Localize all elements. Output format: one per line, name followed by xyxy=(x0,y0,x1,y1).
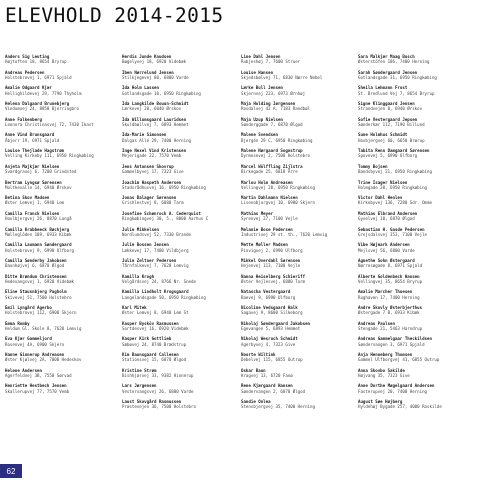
student-entry xyxy=(5,368,113,379)
student-name: Anja Henneberg Thomsen xyxy=(358,352,413,358)
student-address: Velgårdsvej 24, 8766 Nr. Snede xyxy=(122,278,196,284)
student-address: Houlbjergvej 26, 8870 Langå xyxy=(5,216,72,222)
student-entry xyxy=(5,164,113,175)
student-entry xyxy=(5,132,113,143)
student-entry xyxy=(241,368,349,379)
student-name: Ida Holm Lassen xyxy=(122,85,159,91)
student-entry xyxy=(241,180,349,191)
student-address: Skuldbøllvej 7, 6893 Hemmet xyxy=(122,122,189,127)
student-address: Kirkebyvej 136, 7280 Sdr. Omme xyxy=(358,200,432,206)
student-address: Bøgelyvej 18, 6920 Videbæk xyxy=(122,59,187,65)
student-name: Nicoline Vedsgaard Halk xyxy=(241,305,298,310)
student-address: Sønderggade 7, 6870 Ølgod xyxy=(241,122,303,127)
student-entry xyxy=(122,101,230,112)
student-address: Birkegade 25, 6818 Årre xyxy=(241,169,298,175)
student-entry xyxy=(358,258,466,269)
student-name: Camilla Krabbeeck Bøchjerg xyxy=(5,226,70,232)
student-name: Mathias Elbrand Andersen xyxy=(358,210,418,216)
student-entry xyxy=(5,305,113,316)
student-name: Camilla Sønderby Jakobsen xyxy=(5,257,67,263)
student-address: Industrivej 29 st. th., 7620 Lemvig xyxy=(241,231,328,237)
student-address: Tårnfalkevej 7, 7620 Lemvig xyxy=(122,263,189,269)
column-3 xyxy=(241,54,349,415)
student-address: Sagavej 9, 8600 Silkeborg xyxy=(241,310,303,316)
student-address: Hyldehøj Bygade 257, 4000 Roskilde xyxy=(358,404,442,410)
student-entry xyxy=(122,368,230,379)
student-entry xyxy=(5,352,113,363)
student-name: Sheila Lehmann Frost xyxy=(358,85,408,91)
student-entry xyxy=(358,164,466,175)
student-address: Hejenvej 113, 7100 Vejle xyxy=(241,263,301,269)
student-address: Gotlandsgade 10, 6950 Ringkøbing xyxy=(122,90,201,96)
student-name: Eva Kjær Gammeljord xyxy=(5,336,52,342)
student-entry xyxy=(358,399,466,410)
student-address: Øster Kjølvej 2A, 7000 Hedeskov xyxy=(5,357,82,363)
student-entry xyxy=(122,289,230,300)
student-name: Sofie Vestergaard Jepsen xyxy=(358,116,418,122)
student-address: Præstevejen 36, 7500 Holstebro xyxy=(122,404,196,410)
student-address: Velling Kirkeby 111, 6950 Ringkøbing xyxy=(5,153,94,159)
student-entry xyxy=(122,321,230,332)
student-entry xyxy=(358,321,466,332)
student-name: Lærke Bull Jensen xyxy=(241,85,283,91)
student-address: Fasterupvej 20, 7400 Herning xyxy=(358,388,428,394)
student-name: Kamilla Krogh xyxy=(122,273,155,279)
student-address: Sværdgravej 6, 7200 Grindsted xyxy=(5,169,77,175)
student-name: Ida Langkilde Bouun-Schmidt xyxy=(122,101,189,107)
student-address: Skjedsbølvej 71, 6830 Nørre Nebel xyxy=(241,74,323,80)
student-entry xyxy=(241,321,349,332)
student-name: Joachim Haspeth Andersen xyxy=(122,179,182,185)
student-name: Ida-Marie Simonsen xyxy=(122,132,167,138)
student-entry xyxy=(122,336,230,347)
student-name: Karl Mitek xyxy=(122,305,147,310)
student-address: Vestervangsvej 26, 6800 Varde xyxy=(122,388,194,394)
student-address: Dalgas Allé 29, 7400 Herning xyxy=(122,137,192,143)
student-name: Camilla Franck Nielsen xyxy=(5,210,60,216)
student-entry xyxy=(241,132,349,143)
student-entry xyxy=(5,70,113,81)
student-address: Sæbøvej 24, 8740 Brædstrup xyxy=(122,341,187,347)
student-entry xyxy=(241,399,349,410)
student-address: Debelvej 115, 6855 Outrup xyxy=(241,357,303,363)
student-name: Bertram Lyngsø Sørensen xyxy=(5,179,62,185)
student-address: Baevej 9, 6990 Ulfborg xyxy=(241,294,296,300)
student-address: Gammel Ulfborgvej 41, 6855 Outrup xyxy=(358,357,440,363)
student-address: Stensbjergvej 35, 7400 Herning xyxy=(241,404,315,410)
student-entry xyxy=(122,242,230,253)
student-address: Øster Lemvej 1, 6940 Lem xyxy=(5,200,65,206)
student-entry xyxy=(241,101,349,112)
student-name: Maja Holding Jørgensen xyxy=(241,101,296,107)
student-name: Marcel Wölffling Zijlstra xyxy=(241,163,303,169)
student-entry xyxy=(122,180,230,191)
student-address: Skivevej 51, 7500 Holstebro xyxy=(5,294,72,300)
student-name: Henriette Hestbech Jensen xyxy=(5,383,67,389)
student-address: Gammelbyvej 17, 7323 Give xyxy=(122,169,184,175)
student-entry xyxy=(241,242,349,253)
student-name: Kristine Strøm xyxy=(122,367,157,373)
student-name: Ditte Brøndum Christensen xyxy=(5,273,67,279)
student-name: Mette Møller Madsen xyxy=(241,242,288,248)
column-2 xyxy=(122,54,230,415)
student-entry xyxy=(358,352,466,363)
student-address: Skjernvej 223, 6973 Ørnhøj xyxy=(241,90,306,96)
student-entry xyxy=(358,101,466,112)
student-entry xyxy=(358,211,466,222)
student-address: Moltkevalle 14, 6940 Ørskov xyxy=(5,184,72,190)
student-name: Martin Dahlmann Nielsen xyxy=(241,195,298,201)
student-entry xyxy=(358,148,466,159)
student-name: Hanne Ginnerup Andreasen xyxy=(5,352,65,358)
student-name: Helene Andersen xyxy=(5,367,42,373)
student-address: Bishkjærvej 33, 9382 Hinnerup xyxy=(122,373,194,378)
student-name: Andreas Paulsen xyxy=(358,320,395,326)
student-name: Julie Bossen Jensen xyxy=(122,242,169,248)
student-name: Lars Jørgensen xyxy=(122,383,157,389)
column-1 xyxy=(5,54,113,399)
student-name: Andreas Pedersen xyxy=(5,69,45,75)
student-entry xyxy=(358,195,466,206)
student-address: Skallerupvej 77, 7570 Vemb xyxy=(5,388,70,394)
student-entry xyxy=(122,195,230,206)
student-name: Sune Holmhus Schmidt xyxy=(358,132,408,138)
student-entry xyxy=(358,274,466,285)
student-entry xyxy=(5,117,113,128)
student-address: Hellighildevej 29, 7790 Thyholm xyxy=(5,90,82,96)
student-name: Amalie Marcher Thuesen xyxy=(358,289,413,295)
student-entry xyxy=(358,180,466,191)
student-name: Tommy Bojsen xyxy=(358,163,388,169)
student-entry xyxy=(122,132,230,143)
page-number: 62 xyxy=(0,464,22,478)
student-name: Maja Uzup Nielsen xyxy=(241,116,283,122)
student-name: Mikkel Overdahl Sørensen xyxy=(241,257,301,263)
student-name: Anna Skovbo Sakilde xyxy=(358,367,405,373)
student-name: Melanie Bose Pedersen xyxy=(241,226,293,232)
student-entry xyxy=(5,211,113,222)
student-name: Sebastian H. Gasde Pedersen xyxy=(358,226,425,232)
student-name: Herdis Junde Knudsen xyxy=(122,54,172,59)
student-name: Anjeta Majkjær Nielsen xyxy=(5,163,60,169)
student-address: Lisenobjorgvej 10, 6900 Skjern xyxy=(241,200,315,206)
student-entry xyxy=(5,101,113,112)
student-address: Strandvejen 8, 6940 Ørskov xyxy=(358,106,423,112)
student-address: Vellingvej 20, 6950 Ringkøbing xyxy=(241,184,315,190)
student-entry xyxy=(5,85,113,96)
student-name: Andre Skovly Østerbjerthus xyxy=(358,305,423,310)
student-name: Anne Vind Brunsgaard xyxy=(5,132,55,138)
student-entry xyxy=(241,54,349,65)
student-entry xyxy=(5,195,113,206)
student-entry xyxy=(5,148,113,159)
student-name: Inge Nexel Vind Kristensen xyxy=(122,148,187,154)
student-entry xyxy=(241,227,349,238)
student-name: Camilla Laumann Søndergaard xyxy=(5,242,72,248)
student-address: Holstebrovej 112, 6900 Skjern xyxy=(5,310,77,316)
student-address: Åbjerr 19, 6971 Spjald xyxy=(5,137,60,143)
student-name: Helena Dalgaard Brunebjerg xyxy=(5,101,70,107)
student-name: Agnethe Sohn Østergaard xyxy=(358,257,415,263)
student-address: Rughaven 17, 7400 Herning xyxy=(358,294,420,300)
student-name: Marlou Holm Andreasen xyxy=(241,179,293,185)
student-entry xyxy=(241,383,349,394)
student-address: Nørresøgade 8, 6971 Spjald xyxy=(358,263,423,269)
student-entry xyxy=(241,70,349,81)
student-address: Østerstöfen 186, 7400 Herning xyxy=(358,59,430,65)
student-address: Bandsbyvej 21, 6950 Ringkøbing xyxy=(358,169,432,175)
student-address: Grishlestvej 8, 6880 Tarm xyxy=(122,200,184,206)
student-address: Stationsvej 15, 6870 Ølgod xyxy=(122,357,187,363)
student-name: Kamilla Lindholt Krogsgaard xyxy=(122,289,189,295)
student-entry xyxy=(5,289,113,300)
student-entry xyxy=(241,352,349,363)
student-entry xyxy=(241,336,349,347)
student-entry xyxy=(122,227,230,238)
student-entry xyxy=(241,164,349,175)
student-address: Højvang 35, 7323 Give xyxy=(358,373,410,378)
student-name: Oskar Baun xyxy=(241,367,266,373)
student-name: Kim Baunsgaard Callesen xyxy=(122,352,179,358)
student-address: Hovbjergvej 60, 6650 Brørup xyxy=(358,137,425,143)
student-address: Højtoften 18, 8654 Bryrup xyxy=(5,59,67,65)
student-name: Rene Kjærgaard Hansen xyxy=(241,383,293,389)
student-name: Anders Sig Leuting xyxy=(5,54,50,59)
student-name: Julie Zeltner Pedersen xyxy=(122,257,177,263)
student-entry xyxy=(358,70,466,81)
student-address: Vindumvej 24, 8850 Bjerringbro xyxy=(5,106,79,112)
student-address: Søndervangen 3, 6971 Spjald xyxy=(358,341,425,347)
student-entry xyxy=(122,164,230,175)
student-name: Laust Skovgård Rasmussen xyxy=(122,399,182,405)
student-entry xyxy=(122,54,230,65)
student-address: Rosenvej 4A, 6900 Skjern xyxy=(5,341,65,347)
student-address: Mejlsvej 56, 6800 Varde xyxy=(358,247,415,253)
student-entry xyxy=(122,211,230,222)
student-entry xyxy=(241,258,349,269)
student-address: Heldum Gl. Skole 8, 7620 Lemvig xyxy=(5,325,82,331)
student-name: Louise Hansen xyxy=(241,69,274,75)
student-entry xyxy=(5,227,113,238)
student-name: Julie Mikkelsen xyxy=(122,226,159,232)
student-name: Vibe Højmark Andersen xyxy=(358,242,410,248)
student-address: Kragvej 13, 6720 Fanø xyxy=(241,373,293,378)
student-entry xyxy=(358,132,466,143)
student-entry xyxy=(5,54,113,65)
student-entry xyxy=(358,383,466,394)
student-entry xyxy=(122,352,230,363)
student-address: Gotlandsgade 31, 6950 Ringkøbing xyxy=(358,74,437,80)
student-name: Signe Klinggaard Jensen xyxy=(358,101,415,107)
student-address: Holstebrovej 1, 6971 Spjald xyxy=(5,74,72,80)
student-entry xyxy=(5,180,113,191)
student-address: Holstebrovej 9, 6990 Ulfborg xyxy=(5,247,75,253)
student-entry xyxy=(122,85,230,96)
student-entry xyxy=(358,54,466,65)
student-address: St. Bredlund Vej 7, 8654 Bryrup xyxy=(358,90,435,96)
student-entry xyxy=(241,117,349,128)
student-entry xyxy=(358,242,466,253)
student-name: Jonas Dalager Sørensen xyxy=(122,195,177,201)
student-entry xyxy=(122,117,230,128)
student-name: Nikolaj Wesruch Schmidt xyxy=(241,336,298,342)
student-entry xyxy=(122,383,230,394)
student-name: Emil Lyngård Agerbo xyxy=(5,305,52,310)
student-address: Pinvigvej 2, 6990 Ulfborg xyxy=(241,247,303,253)
student-name: Louise Thejlade Hagstrøm xyxy=(5,148,65,154)
student-name: Anne Falkenberg xyxy=(5,116,42,122)
student-address: Mølleglöden 189, 6933 Kibæk xyxy=(5,231,72,237)
student-address: Rosdalvej 42 A, 7183 Randbøl xyxy=(241,106,311,112)
student-address: Spovevej 5, 6990 Ulfborg xyxy=(358,153,418,159)
student-address: Syrenvej 27, 7100 Vejle xyxy=(241,216,298,222)
student-name: Sara Malkjær Maag Busch xyxy=(358,54,415,59)
student-address: Nordlundsvej 52, 7330 Brande xyxy=(122,231,192,237)
student-address: Baunhøjvej 6, 6870 Ølgod xyxy=(5,263,65,269)
student-name: Trine Isager Nielsen xyxy=(358,179,408,185)
student-entry xyxy=(122,258,230,269)
student-address: Lækkevej 17, 7480 Vildbjerg xyxy=(122,247,189,253)
student-name: Malene Svendsen xyxy=(241,132,278,138)
student-address: Egevangen 5, 6893 Hemmet xyxy=(241,325,301,331)
student-address: Grejsdalsvej 353, 7100 Vejle xyxy=(358,231,428,237)
student-address: Østergade 7 B, 6933 Kibæk xyxy=(358,310,420,316)
student-address: Leonora Christinasvej 72, 7430 Ikast xyxy=(5,122,94,127)
student-entry xyxy=(241,305,349,316)
student-address: Bjergén 29 C, 6950 Ringkøbing xyxy=(241,137,313,143)
student-entry xyxy=(241,148,349,159)
student-entry xyxy=(358,289,466,300)
student-entry xyxy=(5,383,113,394)
student-name: Amalie Odgaard Kjær xyxy=(5,85,52,91)
student-name: Alberte Goldenbeck Hansen xyxy=(358,273,420,279)
student-address: Øster Vejlesvej, 6880 Tarm xyxy=(241,278,306,284)
student-entry xyxy=(358,85,466,96)
student-entry xyxy=(122,305,230,316)
student-name: Tabita Renn Damgaard Sørensen xyxy=(358,148,430,154)
student-name: Sandie Onlea xyxy=(241,399,271,405)
student-name: Victor Dahl Henlev xyxy=(358,195,403,201)
student-entry xyxy=(122,274,230,285)
column-4 xyxy=(358,54,466,415)
student-name: Kasper Bysköv Rasmussen xyxy=(122,320,179,326)
student-name: Malene Nørgaard Sognstrup xyxy=(241,148,303,154)
student-address: Stengade 21, 5463 Harndrup xyxy=(358,325,423,331)
student-address: Gyvelvej 10, 6870 Ølgod xyxy=(358,216,415,222)
student-address: Rubjeshøj 7, 7600 Struer xyxy=(241,59,301,65)
student-address: Langelandsgade 50, 6950 Ringkøbing xyxy=(122,294,206,300)
student-address: Lærkevej 20, 6040 Ørskov xyxy=(122,106,182,112)
student-name: August Søe Højberg xyxy=(358,399,403,405)
student-entry xyxy=(241,211,349,222)
student-name: Nikolaj Søndergaard Jakobsen xyxy=(241,320,311,326)
student-entry xyxy=(5,336,113,347)
student-name: Anne Dorthe Møgelgaard Andersen xyxy=(358,383,435,389)
student-address: Hedevangsvej 1, 6920 Videbæk xyxy=(5,278,75,284)
student-name: Natascha Vestergaard xyxy=(241,289,291,295)
student-entry xyxy=(241,85,349,96)
student-entry xyxy=(241,289,349,300)
student-entry xyxy=(5,321,113,332)
student-entry xyxy=(122,148,230,159)
student-entry xyxy=(5,242,113,253)
student-name: Andreas Gammelgaar Theckildsen xyxy=(358,336,432,342)
student-entry xyxy=(358,305,466,316)
student-entry xyxy=(358,336,466,347)
student-address: Agerbyvej 4, 7323 Give xyxy=(241,341,296,347)
student-name: Iben Nørrelund Jensen xyxy=(122,69,174,75)
student-address: Vellingvej 35, 8654 Bryrup xyxy=(358,278,423,284)
student-address: Dyrmosevej 2, 7500 Holstebro xyxy=(241,153,311,159)
student-address: Sønderkær 112, 7190 Billund xyxy=(358,122,425,127)
student-entry xyxy=(5,274,113,285)
student-name: Ida Willumsgaard Lauridsen xyxy=(122,116,187,122)
student-entry xyxy=(358,117,466,128)
student-address: Ringkøbingvej 30, 5., 8000 Aarhus C xyxy=(122,216,209,222)
page-title: ELEVHOLD 2014-2015 xyxy=(5,4,224,27)
student-name: Nanna Heiselberg Schieriff xyxy=(241,273,306,279)
student-entry xyxy=(241,274,349,285)
student-address: Øster Lemvej 8, 6940 Lem St xyxy=(122,310,189,316)
student-address: Søndervangen 2, 6870 Ølgod xyxy=(241,388,306,394)
student-name: Sarah Søndergaard Jensen xyxy=(358,69,418,75)
student-name: Jens Antonsen Skovrup xyxy=(122,163,174,169)
student-address: Stilkjegevej 80, 6800 Varde xyxy=(122,74,189,80)
student-address: Mejerigade 22, 7570 Vemb xyxy=(122,153,182,159)
student-address: Agerfeldvej 3B, 7550 Sørvad xyxy=(5,373,72,378)
student-name: Eline Stausnbjerg Pugholm xyxy=(5,289,67,295)
student-entry xyxy=(122,399,230,410)
student-entry xyxy=(5,258,113,269)
student-name: Kasper Kirk Gottlieb xyxy=(122,336,172,342)
student-name: Mathias Meyer xyxy=(241,210,274,216)
student-entry xyxy=(358,368,466,379)
student-name: Noorte Wiltink xyxy=(241,352,276,358)
student-name: Line Dahl Jensen xyxy=(241,54,281,59)
student-address: Stadsrådhusvej 16, 6950 Ringkøbing xyxy=(122,184,206,190)
student-name: Emma Romby xyxy=(5,320,30,326)
student-name: Josefine Schønrock A. Cederquist xyxy=(122,210,201,216)
student-address: Sortdesvej 16, 6920 Videbæk xyxy=(122,325,189,331)
student-entry xyxy=(122,70,230,81)
student-name: Betina Skov Madsen xyxy=(5,195,50,201)
student-address: Holmgade 20, 6950 Ringkøbing xyxy=(358,184,428,190)
student-entry xyxy=(358,227,466,238)
student-entry xyxy=(241,195,349,206)
